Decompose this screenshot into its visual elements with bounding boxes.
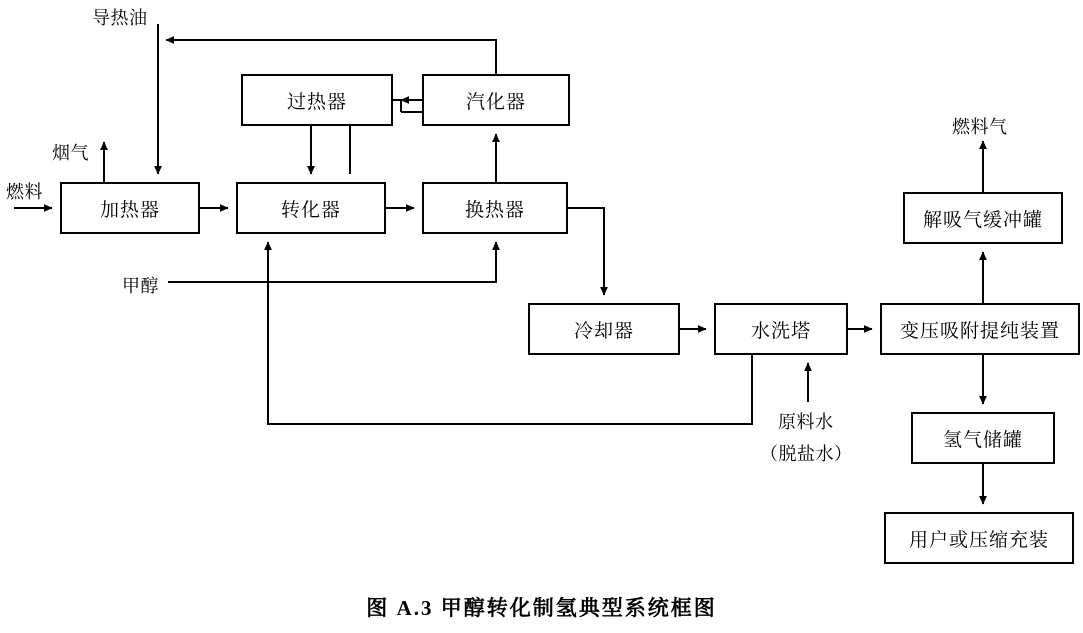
figure-caption: 图 A.3 甲醇转化制氢典型系统框图: [366, 596, 717, 620]
box-exchanger[interactable]: [422, 182, 568, 234]
box-vaporizer-label: 汽化器: [465, 91, 526, 113]
box-cooler-label: 冷却器: [573, 320, 634, 342]
box-desorption-buffer-tank-label: 解吸气缓冲罐: [922, 209, 1043, 231]
box-exchanger-label: 换热器: [464, 199, 525, 221]
box-heater-label: 加热器: [99, 199, 160, 221]
box-heater[interactable]: [60, 182, 200, 234]
box-reformer[interactable]: [236, 182, 386, 234]
box-cooler[interactable]: [528, 303, 680, 355]
box-hydrogen-storage-tank-label: 氢气储罐: [942, 429, 1023, 451]
box-psa-unit[interactable]: [880, 303, 1080, 355]
label-raw-water: 原料水: [778, 412, 834, 432]
box-desorption-buffer-tank[interactable]: [903, 192, 1063, 244]
box-user-or-compression-filling-label: 用户或压缩充装: [908, 529, 1049, 551]
label-thermal-oil: 导热油: [92, 8, 148, 28]
label-flue-gas: 烟气: [52, 143, 89, 163]
box-reformer-label: 转化器: [280, 199, 341, 221]
label-fuel-gas: 燃料气: [952, 117, 1008, 137]
box-scrubber[interactable]: [714, 303, 848, 355]
box-user-or-compression-filling[interactable]: [884, 512, 1074, 564]
box-hydrogen-storage-tank[interactable]: [911, 412, 1055, 464]
box-scrubber-label: 水洗塔: [750, 320, 811, 342]
label-demineralized-water: （脱盐水）: [760, 444, 853, 464]
box-superheater[interactable]: [241, 74, 393, 126]
label-methanol: 甲醇: [122, 276, 159, 296]
box-superheater-label: 过热器: [286, 91, 347, 113]
label-fuel: 燃料: [6, 182, 43, 202]
box-vaporizer[interactable]: [422, 74, 570, 126]
box-psa-unit-label: 变压吸附提纯装置: [899, 320, 1060, 342]
